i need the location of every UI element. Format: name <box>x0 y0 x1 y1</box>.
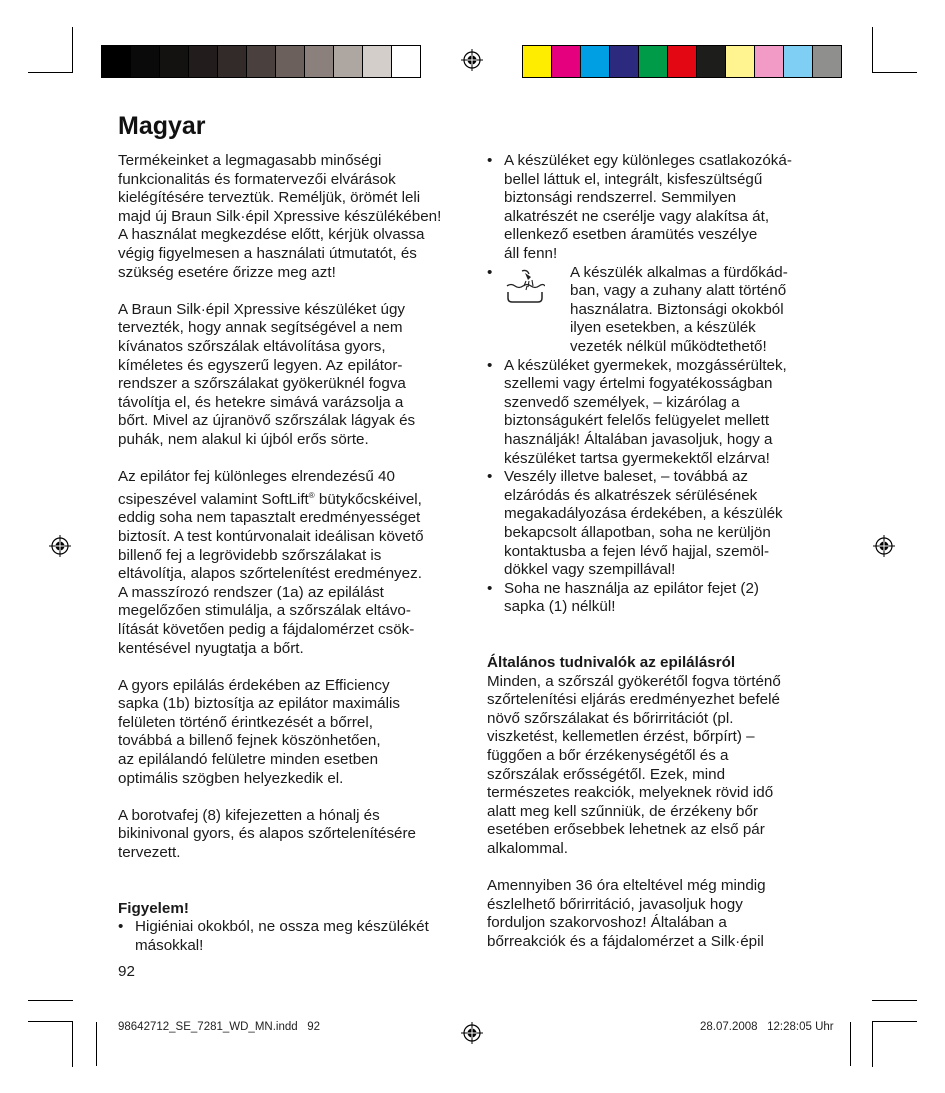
crop-mark <box>850 1022 851 1066</box>
paragraph <box>118 807 463 863</box>
crop-mark <box>872 1022 873 1067</box>
text-line: végig figyelmesen a használati útmutatót, és <box>118 244 417 262</box>
text-line: elzáródás és alkatrészek sérülésének <box>504 486 758 504</box>
text-line: Veszély illetve baleset, – továbbá az <box>504 468 748 486</box>
text-line: bekapcsolt állapotban, soha ne kerüljön <box>504 523 771 541</box>
text-line: felületen történő érintkezését a bőrrel, <box>118 713 373 731</box>
text-line: sapka (1b) biztosítja az epilátor maximális <box>118 695 400 713</box>
text-line: Soha ne használja az epilátor fejet (2) <box>504 579 759 597</box>
crop-mark <box>72 27 73 72</box>
text-line: természetes reakciók, melyeknek rövid idő <box>487 784 774 802</box>
text-line: biztosít. A test kontúrvonalait ideálisan követő <box>118 527 424 545</box>
text-line: szellemi vagy értelmi fogyatékosságban <box>504 375 773 393</box>
crop-mark <box>872 72 917 73</box>
process-color-bar <box>522 45 842 78</box>
text-line: Higiéniai okokból, ne ossza meg készülékét <box>135 918 429 936</box>
text-line: A gyors epilálás érdekében az Efficiency <box>118 676 390 694</box>
text-line: eltávolítja, alapos szőrtelenítést eredményez. <box>118 565 422 583</box>
registration-mark-icon <box>873 535 895 557</box>
process-color-swatch <box>523 46 552 77</box>
text-line: forduljon szakorvoshoz! Általában a <box>487 914 727 932</box>
grayscale-color-bar <box>101 45 421 78</box>
process-color-swatch <box>581 46 610 77</box>
process-color-swatch <box>639 46 668 77</box>
text-line: az epilálandó felületre minden esetben <box>118 751 379 769</box>
text-line: dökkel vagy szempillával! <box>504 561 676 579</box>
text-line: bellel láttuk el, integrált, kisfeszültségű <box>504 170 763 188</box>
text-line: Minden, a szőrszál gyökerétől fogva történő <box>487 672 781 690</box>
paragraph <box>118 468 463 658</box>
text-line: kielégítésére terveztük. Reméljük, örömét leli <box>118 189 421 207</box>
text-line: kontaktusba a fejen lévő hajjal, szemöl- <box>504 542 770 560</box>
text-line: majd új Braun Silk·épil Xpressive készülékében! <box>118 207 442 225</box>
text-line: csipeszével valamint SoftLift® bütykőcskéivel, <box>118 490 422 508</box>
text-line: tervezték, hogy annak segítségével a nem <box>118 319 403 337</box>
paragraph <box>118 677 463 789</box>
crop-mark <box>28 1000 73 1001</box>
text-line: kíméletes és egyszerű legyen. Az epilátor- <box>118 356 403 374</box>
crop-mark <box>28 72 73 73</box>
text-line: puhák, nem alakul ki újból erős sörte. <box>118 430 369 448</box>
text-line: függően a bőr érzékenységétől és a <box>487 747 729 765</box>
grayscale-swatch <box>160 46 189 77</box>
text-line: szőrtelenítési eljárás eredményezhet befelé <box>487 691 780 709</box>
text-line: vezeték nélkül működtethető! <box>570 337 767 355</box>
text-line: A készüléket egy különleges csatlakozóká- <box>504 152 792 169</box>
grayscale-swatch <box>131 46 160 77</box>
text-line: eddig soha nem tapasztalt eredményességet <box>118 509 421 527</box>
process-color-swatch <box>610 46 639 77</box>
process-color-swatch <box>784 46 813 77</box>
text-line: készüléket tartsa gyermekektől elzárva! <box>504 449 770 467</box>
text-line: A készüléket gyermekek, mozgássérültek, <box>504 356 787 374</box>
text-line: tervezett. <box>118 844 181 862</box>
grayscale-swatch <box>305 46 334 77</box>
text-line: A készülék alkalmas a fürdőkád- <box>570 263 788 281</box>
text-line: A masszírozó rendszer (1a) az epilálást <box>118 583 384 601</box>
crop-mark <box>28 1021 73 1022</box>
registration-mark-icon <box>461 1022 483 1044</box>
text-line: viszketést, kellemetlen érzést, bőrpírt) – <box>487 728 755 746</box>
text-line: biztonsági rendszerrel. Semmilyen <box>504 189 737 207</box>
footer-file-info: 98642712_SE_7281_WD_MN.indd 92 <box>118 1021 321 1033</box>
grayscale-swatch <box>247 46 276 77</box>
text-line: másokkal! <box>135 937 204 954</box>
paragraph <box>118 301 463 450</box>
intro-paragraph <box>118 152 463 282</box>
text-line: rendszer a szőrszálakat gyökerüknél fogva <box>118 375 406 393</box>
bullet-item <box>487 357 832 469</box>
text-line: távolítja el, és hetekre simává varázsolja a <box>118 393 404 411</box>
text-line: áll fenn! <box>504 244 558 262</box>
grayscale-swatch <box>218 46 247 77</box>
text-line: szenvedő személyek, – kizárólag a <box>504 393 740 411</box>
text-line: funkcionalitás és formatervezői elvárások <box>118 170 396 188</box>
text-line: megelőzően stimulálja, a szőrszálak eltávo- <box>118 602 411 620</box>
page-number: 92 <box>118 963 135 980</box>
text-line: használatra. Biztonsági okokból <box>570 300 784 318</box>
text-line: növő szőrszálakat és bőrirritációt (pl. <box>487 709 734 727</box>
text-line: kívánatos szőrszálak eltávolítása gyors, <box>118 337 386 355</box>
text-line: megakadályozása érdekében, a készülék <box>504 505 783 523</box>
text-line: használják! Általában javasoljuk, hogy a <box>504 430 773 448</box>
process-color-swatch <box>813 46 841 77</box>
text-line: billenő fej a legrövidebb szőrszálakat is <box>118 546 382 564</box>
text-line: biztonságukért felelős felügyelet mellett <box>504 412 770 430</box>
section-title: Általános tudnivalók az epilálásról <box>487 654 736 672</box>
warning-bullet <box>118 918 463 955</box>
process-color-swatch <box>552 46 581 77</box>
bullet-item <box>487 152 832 264</box>
registration-mark-icon <box>49 535 71 557</box>
text-line: Termékeinket a legmagasabb minőségi <box>118 152 382 169</box>
text-line: lítását követően pedig a fájdalomérzet csök- <box>118 620 415 638</box>
text-line: bőrt. Mivel az újranövő szőrszálak lágyak és <box>118 412 416 430</box>
text-line: ban, vagy a zuhany alatt történő <box>570 282 787 300</box>
crop-mark <box>96 1022 97 1066</box>
paragraph <box>487 673 832 859</box>
grayscale-swatch <box>189 46 218 77</box>
process-color-swatch <box>668 46 697 77</box>
text-line: A borotvafej (8) kifejezetten a hónalj és <box>118 806 380 824</box>
text-line: A Braun Silk·épil Xpressive készüléket úgy <box>118 300 406 318</box>
text-line: bőrreakciók és a fájdalomérzet a Silk·épil <box>487 932 764 950</box>
text-line: Amennyiben 36 óra elteltével még mindig <box>487 877 766 895</box>
process-color-swatch <box>697 46 726 77</box>
text-line: észlelhető bőrirritáció, javasoljuk hogy <box>487 895 743 913</box>
grayscale-swatch <box>363 46 392 77</box>
left-column <box>118 152 463 956</box>
bullet-marker: • <box>487 263 493 281</box>
text-line: A használat megkezdése előtt, kérjük olvassa <box>118 226 425 244</box>
grayscale-swatch <box>334 46 363 77</box>
bullet-item <box>487 468 832 580</box>
crop-mark <box>872 27 873 72</box>
text-line: sapka (1) nélkül! <box>504 598 616 616</box>
text-line: szőrszálak erősségétől. Ezek, mind <box>487 765 726 783</box>
grayscale-swatch <box>102 46 131 77</box>
grayscale-swatch <box>392 46 420 77</box>
text-line: kentésével nyugtatja a bőrt. <box>118 639 304 657</box>
paragraph <box>487 877 832 951</box>
crop-mark <box>872 1021 917 1022</box>
footer-timestamp: 28.07.2008 12:28:05 Uhr <box>700 1021 834 1033</box>
text-line: esetében erősebbek lehetnek az első pár <box>487 821 765 839</box>
text-line: bikinivonal gyors, és alapos szőrtelenítésére <box>118 825 417 843</box>
text-line: Az epilátor fej különleges elrendezésű 40 <box>118 468 395 486</box>
text-line: optimális szögben helyezkedik el. <box>118 769 344 787</box>
registered-mark: ® <box>308 490 315 500</box>
process-color-swatch <box>726 46 755 77</box>
text-line: ellenkező esetben áramütés veszélye <box>504 226 758 244</box>
bullet-marker: • <box>487 468 493 486</box>
bullet-marker: • <box>487 356 493 374</box>
text-line: alkatrészét ne cserélje vagy alakítsa át, <box>504 207 770 225</box>
bullet-marker: • <box>118 918 124 936</box>
bathtub-shower-icon <box>505 268 545 304</box>
process-color-swatch <box>755 46 784 77</box>
text-line: továbbá a billenő fejnek köszönhetően, <box>118 732 381 750</box>
bullet-marker: • <box>487 152 493 169</box>
bullet-marker: • <box>487 579 493 597</box>
bullet-item <box>487 580 832 617</box>
text-line: ilyen esetekben, a készülék <box>570 319 756 337</box>
page-title: Magyar <box>118 112 206 140</box>
grayscale-swatch <box>276 46 305 77</box>
text-line: alkalommal. <box>487 840 569 857</box>
text-line: szükség esetére őrizze meg azt! <box>118 263 336 281</box>
crop-mark <box>72 1022 73 1067</box>
crop-mark <box>872 1000 917 1001</box>
registration-mark-icon <box>461 49 483 71</box>
text-line: alatt meg kell szűnniük, de érzékeny bőr <box>487 802 758 820</box>
warning-title: Figyelem! <box>118 899 189 917</box>
